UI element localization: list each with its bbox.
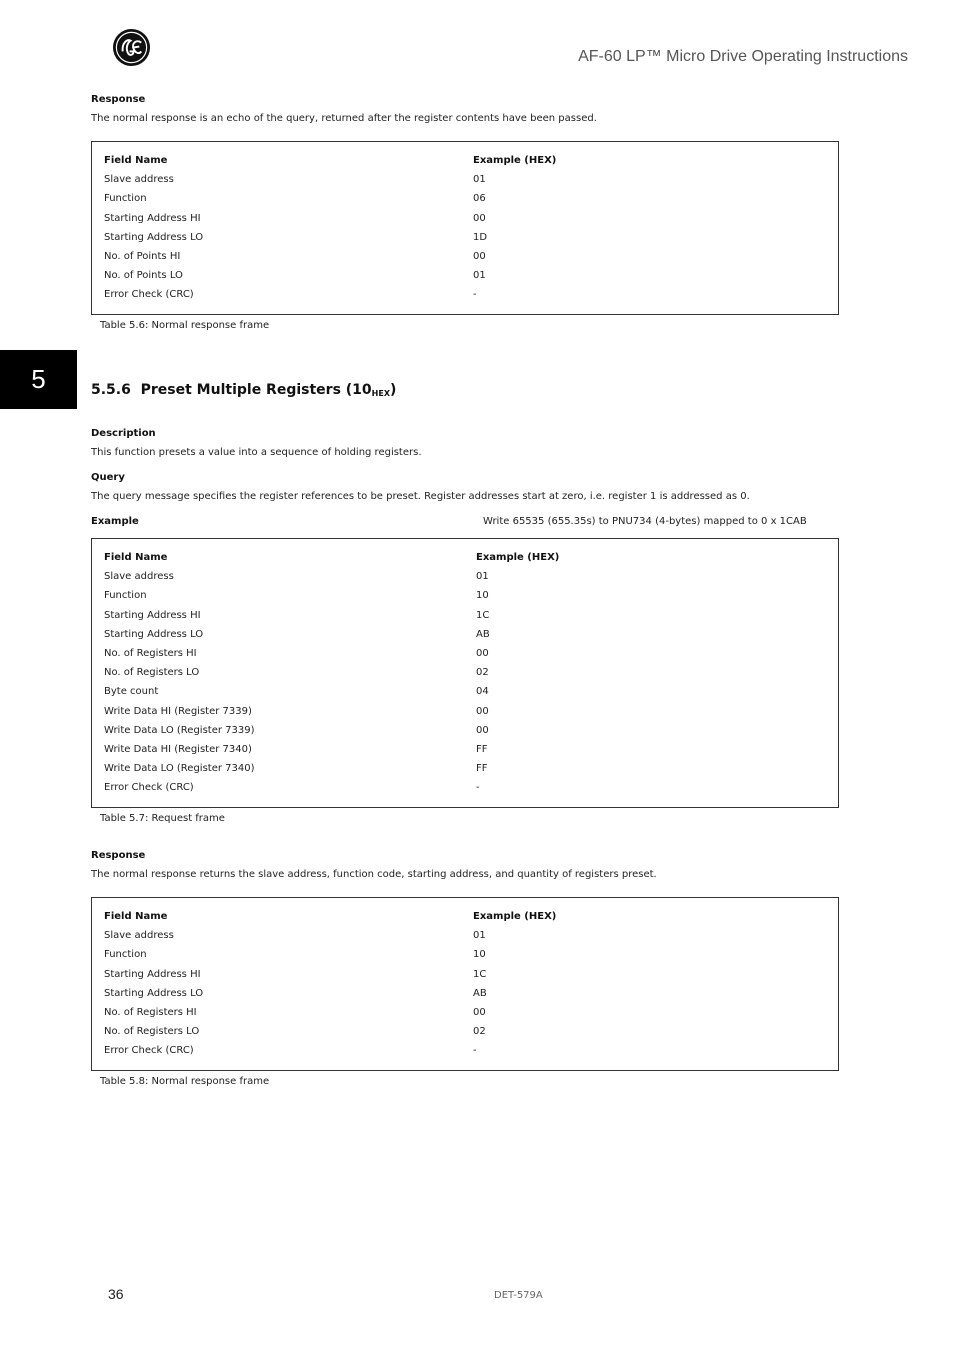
column-header-example: Example (HEX) <box>473 155 557 166</box>
normal-response-table <box>91 897 839 1071</box>
table-row <box>92 588 838 607</box>
field-name-cell: Error Check (CRC) <box>104 1045 194 1057</box>
table-row <box>92 780 838 799</box>
field-name-cell: No. of Registers HI <box>104 647 197 659</box>
request-frame-table <box>91 538 839 808</box>
document-id: DET-579A <box>494 1290 543 1301</box>
example-value-cell: 10 <box>473 949 486 961</box>
field-name-cell: No. of Registers LO <box>104 667 200 679</box>
table-row <box>92 928 838 947</box>
query-text: The query message specifies the register references to be preset. Register addresses start at zero, i.e. register 1 is addressed as 0. <box>91 491 750 502</box>
section-title-subscript: HEX <box>371 389 390 398</box>
field-name-cell: Function <box>104 590 147 602</box>
table-row <box>92 249 838 268</box>
field-name-cell: No. of Registers HI <box>104 1006 197 1018</box>
example-value-cell: 00 <box>473 1006 486 1018</box>
field-name-cell: Function <box>104 193 147 205</box>
table-row <box>92 684 838 703</box>
example-label: Example <box>91 516 139 527</box>
document-title: AF-60 LP™ Micro Drive Operating Instructions <box>578 48 908 65</box>
table-row <box>92 665 838 684</box>
table-header-row <box>92 909 838 928</box>
field-name-cell: No. of Points HI <box>104 250 181 262</box>
table-row <box>92 761 838 780</box>
table-row <box>92 704 838 723</box>
field-name-cell: No. of Registers LO <box>104 1026 200 1038</box>
field-name-cell: Write Data LO (Register 7340) <box>104 763 255 775</box>
table-row <box>92 569 838 588</box>
example-value-cell: 01 <box>473 174 486 186</box>
table-row <box>92 947 838 966</box>
example-text: Write 65535 (655.35s) to PNU734 (4-bytes) mapped to 0 x 1CAB <box>483 516 807 527</box>
response-text: The normal response is an echo of the query, returned after the register contents have been passed. <box>91 113 597 124</box>
field-name-cell: Slave address <box>104 174 174 186</box>
response-label: Response <box>91 94 146 105</box>
chapter-tab: 5 <box>0 350 77 409</box>
response-label: Response <box>91 850 146 861</box>
table-row <box>92 268 838 287</box>
field-name-cell: Byte count <box>104 686 159 698</box>
table-row <box>92 646 838 665</box>
column-header-field-name: Field Name <box>104 911 168 922</box>
example-value-cell: 01 <box>473 270 486 282</box>
column-header-field-name: Field Name <box>104 155 168 166</box>
table-row <box>92 172 838 191</box>
table-row <box>92 742 838 761</box>
example-value-cell: 00 <box>476 647 489 659</box>
field-name-cell: Starting Address LO <box>104 987 204 999</box>
section-heading <box>91 382 396 398</box>
table-row <box>92 723 838 742</box>
table-caption: Table 5.6: Normal response frame <box>100 320 270 331</box>
example-value-cell: 02 <box>476 667 489 679</box>
example-value-cell: 00 <box>473 250 486 262</box>
column-header-example: Example (HEX) <box>473 911 557 922</box>
ge-logo-icon <box>112 28 151 67</box>
table-row <box>92 627 838 646</box>
description-text: This function presets a value into a sequence of holding registers. <box>91 447 422 458</box>
table-caption: Table 5.8: Normal response frame <box>100 1076 270 1087</box>
example-value-cell: - <box>473 289 477 301</box>
table-row <box>92 967 838 986</box>
table-row <box>92 986 838 1005</box>
table-row <box>92 608 838 627</box>
field-name-cell: Write Data HI (Register 7339) <box>104 705 252 717</box>
example-value-cell: AB <box>476 628 490 640</box>
example-value-cell: FF <box>476 743 488 755</box>
field-name-cell: Starting Address LO <box>104 628 204 640</box>
example-value-cell: 00 <box>476 705 489 717</box>
example-value-cell: 1C <box>473 968 487 980</box>
section-number: 5.5.6 <box>91 382 131 398</box>
field-name-cell: Write Data HI (Register 7340) <box>104 743 252 755</box>
field-name-cell: Starting Address HI <box>104 609 201 621</box>
example-value-cell: 00 <box>473 212 486 224</box>
field-name-cell: Slave address <box>104 571 174 583</box>
field-name-cell: Starting Address HI <box>104 212 201 224</box>
table-row <box>92 1024 838 1043</box>
table-caption: Table 5.7: Request frame <box>100 813 225 824</box>
query-label: Query <box>91 472 125 483</box>
description-label: Description <box>91 428 156 439</box>
example-value-cell: 02 <box>473 1026 486 1038</box>
normal-response-table <box>91 141 839 315</box>
example-value-cell: 10 <box>476 590 489 602</box>
table-row <box>92 1043 838 1062</box>
table-header-row <box>92 153 838 172</box>
page-number: 36 <box>108 1286 124 1302</box>
field-name-cell: No. of Points LO <box>104 270 183 282</box>
table-row <box>92 287 838 306</box>
example-value-cell: 01 <box>473 930 486 942</box>
field-name-cell: Starting Address HI <box>104 968 201 980</box>
table-row <box>92 1005 838 1024</box>
example-value-cell: 04 <box>476 686 489 698</box>
field-name-cell: Error Check (CRC) <box>104 289 194 301</box>
table-header-row <box>92 550 838 569</box>
column-header-field-name: Field Name <box>104 552 168 563</box>
section-title-close: ) <box>390 382 397 398</box>
example-value-cell: 06 <box>473 193 486 205</box>
table-row <box>92 191 838 210</box>
field-name-cell: Function <box>104 949 147 961</box>
table-row <box>92 230 838 249</box>
column-header-example: Example (HEX) <box>476 552 560 563</box>
example-value-cell: 00 <box>476 724 489 736</box>
field-name-cell: Write Data LO (Register 7339) <box>104 724 255 736</box>
example-value-cell: - <box>476 782 480 794</box>
field-name-cell: Slave address <box>104 930 174 942</box>
response-text: The normal response returns the slave address, function code, starting address, and quantity of registers preset. <box>91 869 657 880</box>
example-value-cell: - <box>473 1045 477 1057</box>
field-name-cell: Error Check (CRC) <box>104 782 194 794</box>
example-value-cell: 1C <box>476 609 490 621</box>
table-row <box>92 211 838 230</box>
example-value-cell: 1D <box>473 231 488 243</box>
example-value-cell: 01 <box>476 571 489 583</box>
field-name-cell: Starting Address LO <box>104 231 204 243</box>
example-value-cell: AB <box>473 987 487 999</box>
section-title: Preset Multiple Registers (10 <box>140 382 372 398</box>
example-value-cell: FF <box>476 763 488 775</box>
